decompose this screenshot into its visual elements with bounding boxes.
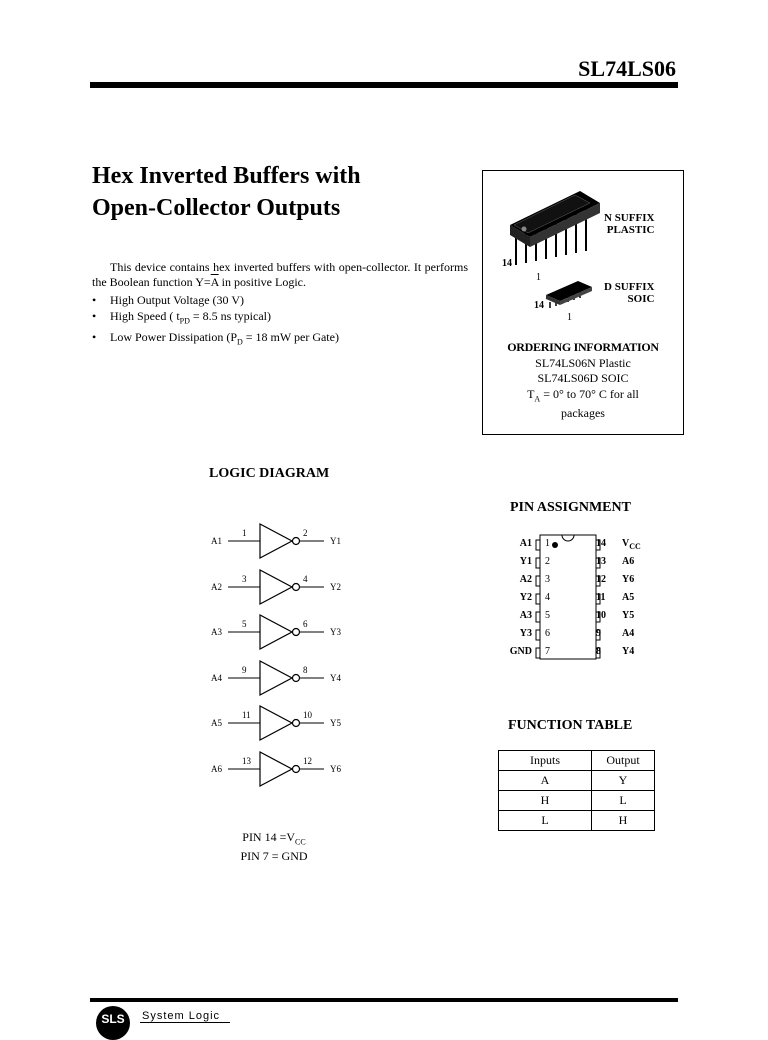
gate-input-label: A4 bbox=[211, 673, 222, 683]
ordering-soic: SL74LS06D SOIC bbox=[537, 371, 629, 385]
company-name: System Logic bbox=[142, 1010, 221, 1022]
gate-input-label: A3 bbox=[211, 627, 222, 637]
gate-output-label: Y5 bbox=[330, 718, 341, 728]
gate-output-pin: 6 bbox=[303, 619, 308, 629]
pin-left-name: A1 bbox=[519, 538, 532, 549]
function-table-title: FUNCTION TABLE bbox=[508, 718, 633, 733]
bullet-icon: • bbox=[92, 330, 97, 345]
gate-output-label: Y1 bbox=[330, 536, 341, 546]
pin-right-number: 12 bbox=[596, 574, 606, 585]
pin-assignment-title: PIN ASSIGNMENT bbox=[510, 500, 631, 515]
company-underline bbox=[140, 1022, 230, 1023]
pin-left-number: 1 bbox=[545, 538, 550, 549]
pin-left-name: A2 bbox=[519, 574, 532, 585]
gate-output-label: Y4 bbox=[330, 673, 341, 683]
gate-output-pin: 2 bbox=[303, 528, 308, 538]
pin-left-name: Y1 bbox=[519, 556, 532, 567]
gate-input-pin: 9 bbox=[242, 665, 247, 675]
subheader-y: Y bbox=[592, 771, 655, 791]
gate-input-pin: 3 bbox=[242, 574, 247, 584]
soic-package-icon bbox=[546, 281, 592, 308]
gate-input-pin: 5 bbox=[242, 619, 247, 629]
feature-item bbox=[92, 308, 472, 329]
pin-right-name: $V_{CC}$ bbox=[622, 538, 641, 551]
pin-left-name: Y3 bbox=[519, 628, 532, 639]
soic-pin-1-label: 1 bbox=[567, 312, 572, 323]
gate-input-pin: 1 bbox=[242, 528, 247, 538]
pin-left-name: A3 bbox=[519, 610, 532, 621]
dip-pin-14-label: 14 bbox=[502, 258, 512, 269]
feature-subscript: PD bbox=[179, 316, 190, 326]
feature-list bbox=[92, 292, 472, 351]
feature-text-end: = 8.5 ns typical) bbox=[189, 309, 271, 323]
company-logo: SLS bbox=[96, 1006, 130, 1040]
table-row bbox=[499, 791, 655, 811]
d-suffix-line-1: D SUFFIX bbox=[604, 281, 655, 293]
pin-right-number: 8 bbox=[596, 646, 601, 657]
n-suffix-line-2: PLASTIC bbox=[606, 224, 655, 236]
feature-text-end: = 18 mW per Gate) bbox=[242, 330, 339, 345]
description-text: This device contains hex inverted buffers with open-collector. It performs the Boolean function Y= bbox=[92, 260, 468, 289]
table-subheader-row bbox=[499, 771, 655, 791]
table-row bbox=[499, 811, 655, 831]
cell-a: L bbox=[499, 811, 592, 831]
pin-left-name: GND bbox=[509, 646, 532, 657]
gate-output-pin: 8 bbox=[303, 665, 308, 675]
description-text-end: in positive Logic. bbox=[218, 275, 306, 289]
pin14-note: PIN $14 =V_{CC}$ bbox=[242, 830, 306, 847]
gate-input-label: A1 bbox=[211, 536, 222, 546]
n-suffix-line-1: N SUFFIX bbox=[604, 212, 655, 224]
pin-right-name: Y5 bbox=[622, 610, 635, 621]
gate-input-label: A5 bbox=[211, 718, 222, 728]
header-rule bbox=[90, 82, 678, 88]
cell-y: H bbox=[592, 811, 655, 831]
pin-right-name: A6 bbox=[622, 556, 635, 567]
ordering-plastic: SL74LS06N Plastic bbox=[535, 355, 631, 370]
feature-text: High Speed ( t bbox=[110, 309, 180, 323]
gate-output-pin: 4 bbox=[303, 574, 308, 584]
feature-item bbox=[92, 329, 472, 350]
feature-text: High Output Voltage (30 V) bbox=[110, 293, 244, 307]
bullet-icon: • bbox=[92, 309, 97, 323]
pin-left-number: 3 bbox=[545, 574, 550, 585]
pin-right-name: A4 bbox=[622, 628, 635, 639]
pin-notes bbox=[204, 830, 344, 864]
cell-y: L bbox=[592, 791, 655, 811]
header-inputs: Inputs bbox=[499, 751, 592, 771]
pin-right-number: 10 bbox=[596, 610, 606, 621]
pin-right-name: Y4 bbox=[622, 646, 635, 657]
dip-package-icon bbox=[510, 191, 600, 265]
description bbox=[92, 260, 468, 290]
gate-input-label: A2 bbox=[211, 582, 222, 592]
part-number: SL74LS06 bbox=[578, 56, 676, 81]
package-drawings bbox=[500, 185, 610, 320]
overlined-a: $\overline{A}$ bbox=[210, 275, 219, 289]
gate-output-pin: 10 bbox=[303, 710, 312, 720]
pin-left-number: 2 bbox=[545, 556, 550, 567]
ordering-packages: packages bbox=[561, 406, 605, 421]
subheader-a: A bbox=[499, 771, 592, 791]
ordering-title: ORDERING INFORMATION bbox=[507, 340, 659, 354]
ordering-temperature: $T_A = 0^\circ$ to 70° C for all bbox=[527, 386, 639, 403]
pin-right-number: 14 bbox=[596, 538, 606, 549]
footer-rule bbox=[90, 998, 678, 1002]
title-line-1: Hex Inverted Buffers with bbox=[92, 163, 361, 189]
gate-input-pin: 13 bbox=[242, 756, 251, 766]
title-line-2: Open-Collector Outputs bbox=[92, 195, 341, 221]
gate-output-label: Y2 bbox=[330, 582, 341, 592]
gate-input-pin: 11 bbox=[242, 710, 251, 720]
d-suffix-label bbox=[604, 281, 654, 305]
pin-right-number: 11 bbox=[596, 592, 606, 603]
gate-output-label: Y6 bbox=[330, 764, 341, 774]
pin-left-number: 4 bbox=[545, 592, 550, 603]
pin-right-number: 13 bbox=[596, 556, 606, 567]
gate-output-pin: 12 bbox=[303, 756, 312, 766]
pin-left-number: 5 bbox=[545, 610, 550, 621]
feature-subscript: D bbox=[237, 337, 243, 347]
gate-output-label: Y3 bbox=[330, 627, 341, 637]
gate-input-label: A6 bbox=[211, 764, 222, 774]
logic-diagram-title: LOGIC DIAGRAM bbox=[209, 466, 330, 481]
pin-left-number: 6 bbox=[545, 628, 550, 639]
pin-right-name: Y6 bbox=[622, 574, 635, 585]
document-title bbox=[92, 160, 462, 224]
soic-pin-14-label: 14 bbox=[534, 300, 544, 311]
header-output: Output bbox=[592, 751, 655, 771]
function-table bbox=[498, 750, 655, 831]
dip-pin-1-label: 1 bbox=[536, 272, 541, 283]
d-suffix-line-2: SOIC bbox=[627, 293, 655, 305]
feature-text: Low Power Dissipation (P bbox=[110, 330, 237, 345]
pin-left-name: Y2 bbox=[519, 592, 532, 603]
ordering-information bbox=[482, 340, 684, 422]
pin-left-number: 7 bbox=[545, 646, 550, 657]
feature-item bbox=[92, 292, 472, 308]
n-suffix-label bbox=[604, 212, 654, 236]
bullet-icon: • bbox=[92, 293, 97, 307]
pin-right-name: A5 bbox=[622, 592, 635, 603]
pin-right-number: 9 bbox=[596, 628, 601, 639]
pin7-note: PIN 7 = GND bbox=[240, 849, 308, 864]
cell-a: H bbox=[499, 791, 592, 811]
table-header-row bbox=[499, 751, 655, 771]
